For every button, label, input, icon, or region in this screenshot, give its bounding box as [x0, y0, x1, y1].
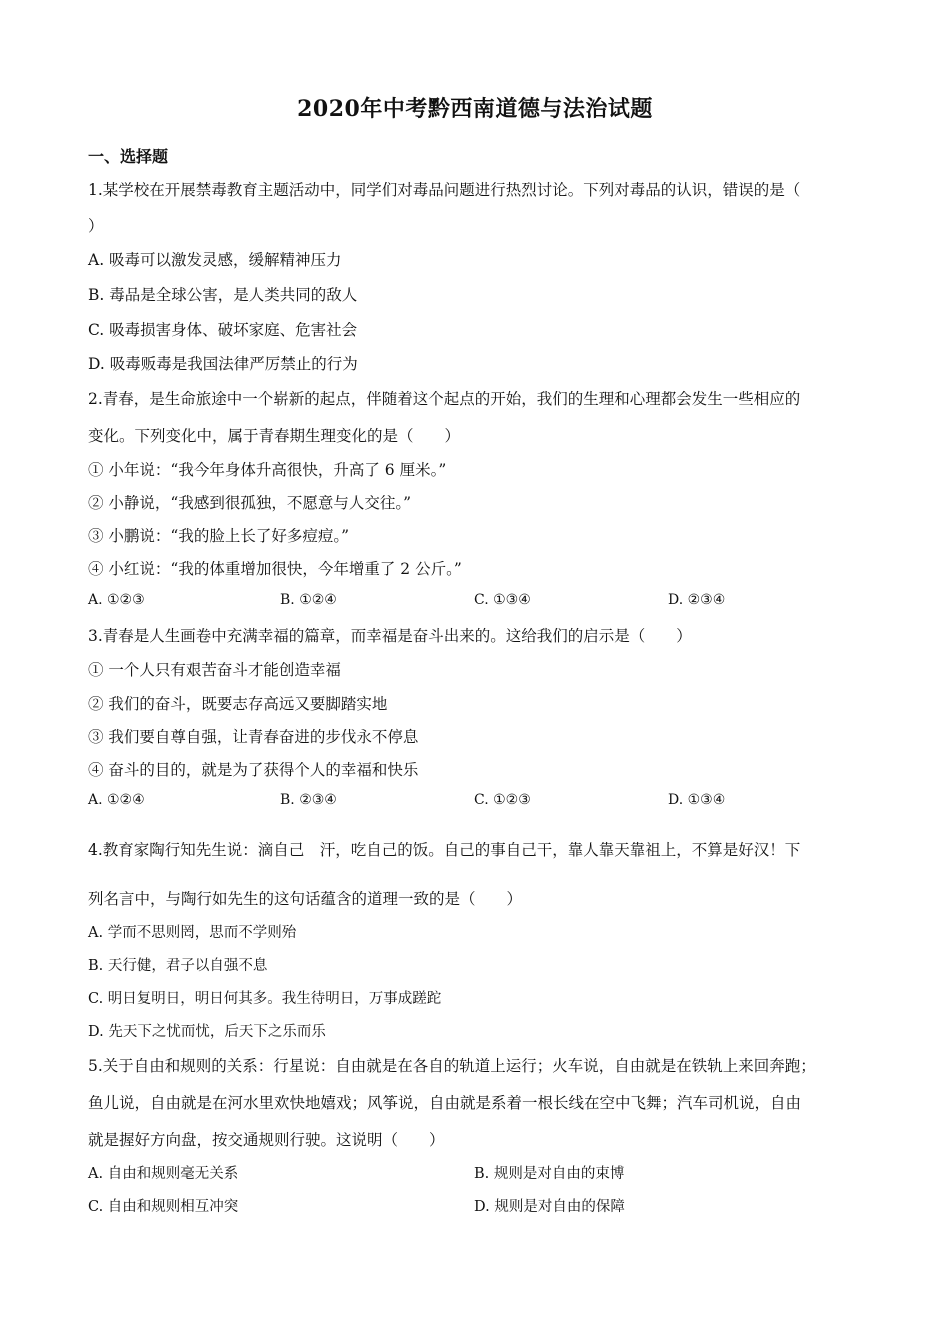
question-4-option-c: C. 明日复明日，明日何其多。我生待明日，万事成蹉跎 — [88, 991, 442, 1007]
question-5-option-a: A. 自由和规则毫无关系 — [88, 1166, 239, 1182]
question-1-option-b: B. 毒品是全球公害，是人类共同的敌人 — [88, 286, 358, 304]
question-4-option-d: D. 先天下之忧而忧，后天下之乐而乐 — [88, 1024, 326, 1040]
question-1-option-c: C. 吸毒损害身体、破坏家庭、危害社会 — [88, 321, 358, 339]
question-1-option-a: A. 吸毒可以激发灵感，缓解精神压力 — [88, 251, 342, 269]
question-5-stem-line-3: 就是握好方向盘，按交通规则行驶。这说明（ ） — [88, 1131, 445, 1149]
question-2-statement-1: ① 小年说：“我今年身体升高很快，升高了 6 厘米。” — [88, 461, 447, 479]
question-3-option-c: C. ①②③ — [474, 792, 531, 808]
page-title: 2020年中考黔西南道德与法治试题 — [297, 96, 653, 122]
question-3-statement-2: ② 我们的奋斗，既要志存高远又要脚踏实地 — [88, 695, 388, 713]
question-2-statement-3: ③ 小鹏说：“我的脸上长了好多痘痘。” — [88, 527, 350, 545]
question-2-option-b: B. ①②④ — [280, 592, 337, 608]
question-2-statement-4: ④ 小红说：“我的体重增加很快，今年增重了 2 公斤。” — [88, 560, 462, 578]
question-3-option-b: B. ②③④ — [280, 792, 337, 808]
question-4-stem-line-1: 4.教育家陶行知先生说：滴自己 汗，吃自己的饭。自己的事自己干，靠人靠天靠祖上，不算是好汉！下 — [88, 841, 801, 859]
question-5-stem-line-2: 鱼儿说，自由就是在河水里欢快地嬉戏；风筝说，自由就是系着一根长线在空中飞舞；汽车司机说，自由 — [88, 1094, 802, 1112]
question-4-option-b: B. 天行健，君子以自强不息 — [88, 958, 268, 974]
section-heading: 一、选择题 — [88, 147, 169, 166]
question-4-option-a: A. 学而不思则罔，思而不学则殆 — [88, 925, 297, 941]
question-3-statement-3: ③ 我们要自尊自强，让青春奋进的步伐永不停息 — [88, 728, 419, 746]
question-4-stem-line-2: 列名言中，与陶行如先生的这句话蕴含的道理一致的是（ ） — [88, 890, 523, 908]
question-2-option-d: D. ②③④ — [668, 592, 726, 608]
question-3-statement-1: ① 一个人只有艰苦奋斗才能创造幸福 — [88, 661, 341, 679]
question-5-option-d: D. 规则是对自由的保障 — [474, 1199, 625, 1215]
question-3-statement-4: ④ 奋斗的目的，就是为了获得个人的幸福和快乐 — [88, 761, 419, 779]
question-5-stem-line-1: 5.关于自由和规则的关系：行星说：自由就是在各自的轨道上运行；火车说，自由就是在铁轨上来回奔跑； — [88, 1057, 816, 1075]
question-2-stem-line-2: 变化。下列变化中，属于青春期生理变化的是（ ） — [88, 427, 461, 445]
question-3-stem: 3.青春是人生画卷中充满幸福的篇章，而幸福是奋斗出来的。这给我们的启示是（ ） — [88, 627, 692, 645]
question-5-option-c: C. 自由和规则相互冲突 — [88, 1199, 239, 1215]
question-1-stem-line-1: 1.某学校在开展禁毒教育主题活动中，同学们对毒品问题进行热烈讨论。下列对毒品的认识，错误的是（ — [88, 181, 801, 199]
question-2-option-a: A. ①②③ — [88, 592, 145, 608]
question-3-option-a: A. ①②④ — [88, 792, 145, 808]
question-2-option-c: C. ①③④ — [474, 592, 531, 608]
question-2-statement-2: ② 小静说，“我感到很孤独，不愿意与人交往。” — [88, 494, 412, 512]
question-3-option-d: D. ①③④ — [668, 792, 726, 808]
question-2-stem-line-1: 2.青春，是生命旅途中一个崭新的起点，伴随着这个起点的开始，我们的生理和心理都会发生一些相应的 — [88, 390, 801, 408]
question-1-stem-line-2: ） — [88, 217, 104, 235]
question-1-option-d: D. 吸毒贩毒是我国法律严厉禁止的行为 — [88, 355, 358, 373]
question-5-option-b: B. 规则是对自由的束博 — [474, 1166, 625, 1182]
